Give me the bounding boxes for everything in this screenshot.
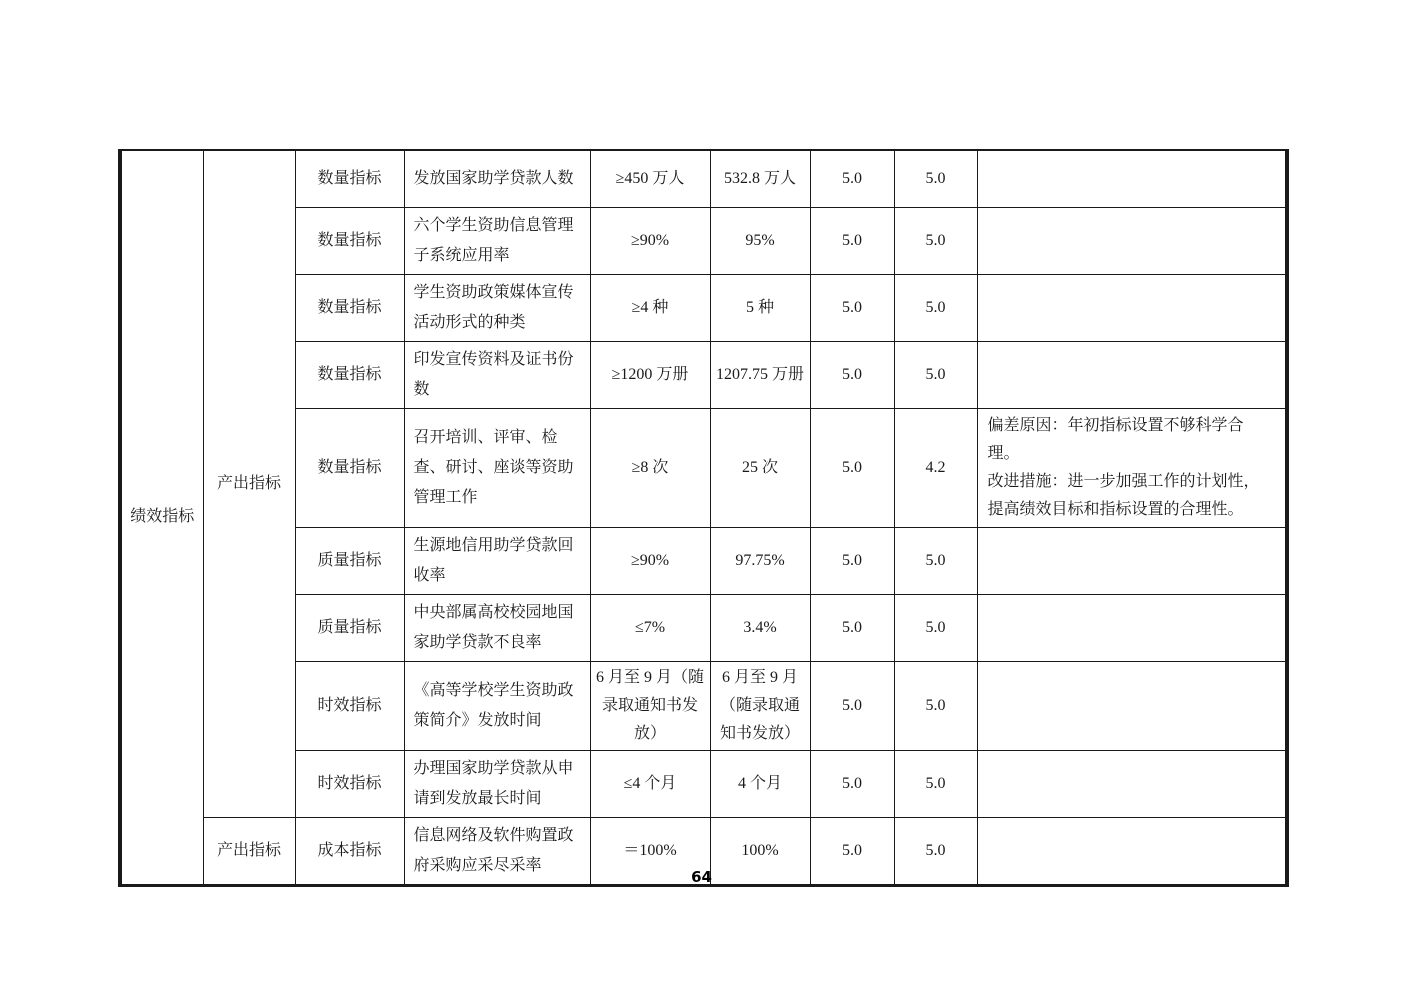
indicator-category-cell: 数量指标 [295,150,404,207]
indicator-category-cell: 数量指标 [295,341,404,408]
indicator-name-cell: 生源地信用助学贷款回收率 [404,527,590,594]
indicator-category-cell: 质量指标 [295,527,404,594]
weight-score-cell: 5.0 [810,207,894,274]
actual-value-cell: 5 种 [710,274,810,341]
score-cell: 5.0 [894,594,977,661]
table-row [120,341,1287,408]
indicator-category-cell: 数量指标 [295,274,404,341]
note-cell [977,150,1287,207]
score-cell: 5.0 [894,817,977,885]
note-cell [977,274,1287,341]
actual-value-cell: 100% [710,817,810,885]
actual-value-cell: 95% [710,207,810,274]
score-cell: 5.0 [894,527,977,594]
score-cell: 5.0 [894,341,977,408]
weight-score-cell: 5.0 [810,661,894,750]
table-row [120,150,1287,207]
actual-value-cell: 6 月至 9 月 （随录取通知书发放） [710,661,810,750]
note-cell [977,594,1287,661]
indicator-category-cell: 质量指标 [295,594,404,661]
table-row [120,594,1287,661]
weight-score-cell: 5.0 [810,408,894,527]
indicator-name-cell: 学生资助政策媒体宣传活动形式的种类 [404,274,590,341]
indicator-name-cell: 信息网络及软件购置政府采购应采尽采率 [404,817,590,885]
note-cell [977,408,1287,527]
indicator-category-cell: 成本指标 [295,817,404,885]
target-value-cell: ≥90% [590,207,710,274]
weight-score-cell: 5.0 [810,527,894,594]
page-number: 64 [691,868,712,886]
score-cell: 5.0 [894,207,977,274]
group-cell-output-indicators: 产出指标 [203,817,295,885]
target-value-cell: 6 月至 9 月（随录取通知书发放） [590,661,710,750]
table-row [120,750,1287,817]
indicator-category-cell: 数量指标 [295,408,404,527]
note-cell [977,750,1287,817]
target-value-cell: ≥450 万人 [590,150,710,207]
actual-value-cell: 1207.75 万册 [710,341,810,408]
table-row [120,527,1287,594]
table-row [120,661,1287,750]
target-value-cell: ≤7% [590,594,710,661]
score-cell: 5.0 [894,150,977,207]
note-deviation-reason: 偏差原因：年初指标设置不够科学合理。 [987,416,1244,462]
row-header-performance-indicators: 绩效指标 [120,150,203,885]
weight-score-cell: 5.0 [810,594,894,661]
performance-indicators-table [118,149,1289,887]
note-cell [977,207,1287,274]
note-cell [977,527,1287,594]
target-value-cell: ≤4 个月 [590,750,710,817]
table-row [120,408,1287,527]
target-value-cell: ≥90% [590,527,710,594]
actual-value-cell: 4 个月 [710,750,810,817]
weight-score-cell: 5.0 [810,341,894,408]
weight-score-cell: 5.0 [810,150,894,207]
score-cell: 5.0 [894,274,977,341]
actual-value-cell: 3.4% [710,594,810,661]
indicator-name-cell: 办理国家助学贷款从申请到发放最长时间 [404,750,590,817]
weight-score-cell: 5.0 [810,750,894,817]
indicator-name-cell: 中央部属高校校园地国家助学贷款不良率 [404,594,590,661]
indicator-category-cell: 时效指标 [295,661,404,750]
target-value-cell: ≥8 次 [590,408,710,527]
score-cell: 5.0 [894,661,977,750]
score-cell: 4.2 [894,408,977,527]
table-row [120,207,1287,274]
indicator-category-cell: 时效指标 [295,750,404,817]
actual-value-cell: 25 次 [710,408,810,527]
indicator-name-cell: 发放国家助学贷款人数 [404,150,590,207]
target-value-cell: ≥4 种 [590,274,710,341]
weight-score-cell: 5.0 [810,817,894,885]
score-cell: 5.0 [894,750,977,817]
indicator-name-cell: 《高等学校学生资助政策简介》发放时间 [404,661,590,750]
group-cell-output-indicators: 产出指标 [203,150,295,817]
weight-score-cell: 5.0 [810,274,894,341]
indicator-name-cell: 召开培训、评审、检查、研讨、座谈等资助管理工作 [404,408,590,527]
indicator-name-cell: 六个学生资助信息管理子系统应用率 [404,207,590,274]
note-improvement-measure: 改进措施：进一步加强工作的计划性，提高绩效目标和指标设置的合理性。 [987,472,1260,518]
target-value-cell: ＝100% [590,817,710,885]
actual-value-cell: 532.8 万人 [710,150,810,207]
indicator-category-cell: 数量指标 [295,207,404,274]
indicator-name-cell: 印发宣传资料及证书份数 [404,341,590,408]
table-row [120,274,1287,341]
note-cell [977,341,1287,408]
target-value-cell: ≥1200 万册 [590,341,710,408]
actual-value-cell: 97.75% [710,527,810,594]
note-cell [977,661,1287,750]
